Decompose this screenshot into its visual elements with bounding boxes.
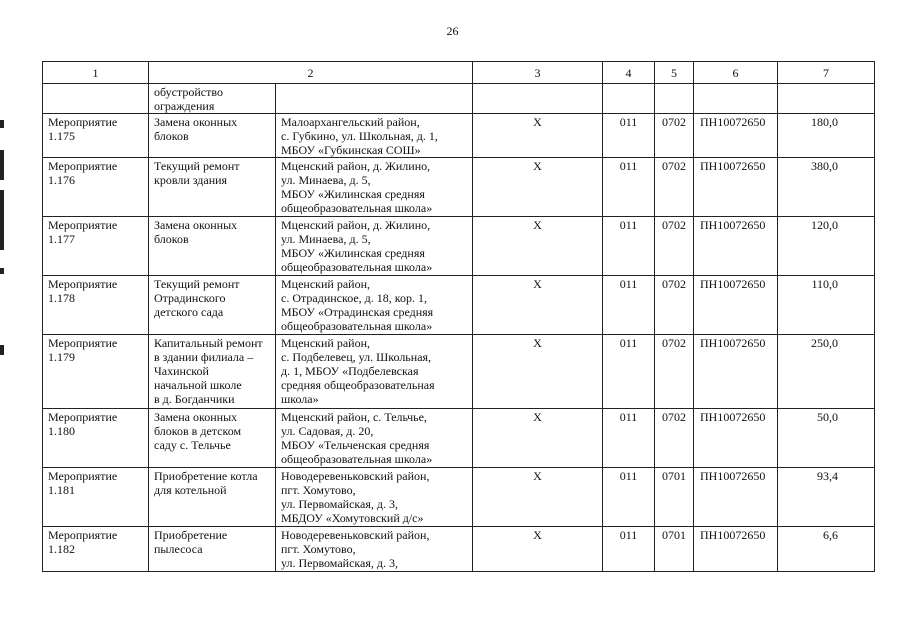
scan-mark bbox=[0, 120, 4, 128]
name-cell: Замена оконных блоков bbox=[149, 217, 276, 276]
target-cell: ПН10072650 bbox=[694, 527, 778, 572]
table-body bbox=[43, 62, 875, 572]
event-cell: Мероприятие 1.176 bbox=[43, 158, 149, 217]
section-cell: 0701 bbox=[655, 527, 694, 572]
target-cell: ПН10072650 bbox=[694, 409, 778, 468]
sum-cell: 110,0 bbox=[778, 276, 875, 335]
admin-cell: 011 bbox=[603, 158, 655, 217]
sum-cell: 93,4 bbox=[778, 468, 875, 527]
table-row bbox=[43, 468, 875, 527]
sum-cell bbox=[778, 84, 875, 114]
event-cell bbox=[43, 84, 149, 114]
location-cell bbox=[276, 84, 473, 114]
location-cell: Мценский район, с. Тельчье, ул. Садовая, д. 20, МБОУ «Тельченская средняя общеобразовательная школа» bbox=[276, 409, 473, 468]
sum-cell: 250,0 bbox=[778, 335, 875, 409]
location-cell: Новодеревеньковский район, пгт. Хомутово, ул. Первомайская, д. 3, bbox=[276, 527, 473, 572]
table-row bbox=[43, 335, 875, 409]
table-row bbox=[43, 409, 875, 468]
scan-mark bbox=[0, 190, 4, 250]
event-cell: Мероприятие 1.175 bbox=[43, 114, 149, 158]
sum-cell: 6,6 bbox=[778, 527, 875, 572]
target-cell: ПН10072650 bbox=[694, 276, 778, 335]
section-cell bbox=[655, 84, 694, 114]
event-cell: Мероприятие 1.179 bbox=[43, 335, 149, 409]
admin-cell bbox=[603, 84, 655, 114]
table-header-row bbox=[43, 62, 875, 84]
table-row bbox=[43, 217, 875, 276]
code-cell: Х bbox=[473, 468, 603, 527]
event-cell: Мероприятие 1.182 bbox=[43, 527, 149, 572]
target-cell: ПН10072650 bbox=[694, 468, 778, 527]
target-cell bbox=[694, 84, 778, 114]
table-row bbox=[43, 84, 875, 114]
code-cell: Х bbox=[473, 158, 603, 217]
code-cell: Х bbox=[473, 335, 603, 409]
target-cell: ПН10072650 bbox=[694, 158, 778, 217]
admin-cell: 011 bbox=[603, 527, 655, 572]
sum-cell: 50,0 bbox=[778, 409, 875, 468]
event-cell: Мероприятие 1.180 bbox=[43, 409, 149, 468]
table-row bbox=[43, 276, 875, 335]
code-cell bbox=[473, 84, 603, 114]
location-cell: Новодеревеньковский район, пгт. Хомутово, ул. Первомайская, д. 3, МБДОУ «Хомутовский д/с» bbox=[276, 468, 473, 527]
name-cell: Текущий ремонт кровли здания bbox=[149, 158, 276, 217]
section-cell: 0702 bbox=[655, 158, 694, 217]
code-cell: Х bbox=[473, 276, 603, 335]
target-cell: ПН10072650 bbox=[694, 114, 778, 158]
code-cell: Х bbox=[473, 527, 603, 572]
target-cell: ПН10072650 bbox=[694, 335, 778, 409]
section-cell: 0702 bbox=[655, 217, 694, 276]
code-cell: Х bbox=[473, 409, 603, 468]
event-cell: Мероприятие 1.177 bbox=[43, 217, 149, 276]
page-number: 26 bbox=[446, 24, 459, 38]
column-header: 5 bbox=[655, 62, 694, 84]
name-cell: Капитальный ремонт в здании филиала – Чахинской начальной школе в д. Богданчики bbox=[149, 335, 276, 409]
column-header: 1 bbox=[43, 62, 149, 84]
section-cell: 0702 bbox=[655, 276, 694, 335]
event-cell: Мероприятие 1.181 bbox=[43, 468, 149, 527]
code-cell: Х bbox=[473, 217, 603, 276]
name-cell: Замена оконных блоков bbox=[149, 114, 276, 158]
column-header: 2 bbox=[149, 62, 473, 84]
name-cell: обустройство ограждения bbox=[149, 84, 276, 114]
table-row bbox=[43, 158, 875, 217]
name-cell: Приобретение котла для котельной bbox=[149, 468, 276, 527]
admin-cell: 011 bbox=[603, 276, 655, 335]
admin-cell: 011 bbox=[603, 468, 655, 527]
target-cell: ПН10072650 bbox=[694, 217, 778, 276]
column-header: 6 bbox=[694, 62, 778, 84]
location-cell: Малоархангельский район, с. Губкино, ул. Школьная, д. 1, МБОУ «Губкинская СОШ» bbox=[276, 114, 473, 158]
code-cell: Х bbox=[473, 114, 603, 158]
section-cell: 0701 bbox=[655, 468, 694, 527]
scan-mark bbox=[0, 150, 4, 180]
column-header: 7 bbox=[778, 62, 875, 84]
location-cell: Мценский район, д. Жилино, ул. Минаева, д. 5, МБОУ «Жилинская средняя общеобразовательная школа» bbox=[276, 158, 473, 217]
admin-cell: 011 bbox=[603, 335, 655, 409]
sum-cell: 120,0 bbox=[778, 217, 875, 276]
admin-cell: 011 bbox=[603, 409, 655, 468]
location-cell: Мценский район, с. Подбелевец, ул. Школьная, д. 1, МБОУ «Подбелевская средняя общеобразовательная школа» bbox=[276, 335, 473, 409]
name-cell: Приобретение пылесоса bbox=[149, 527, 276, 572]
name-cell: Замена оконных блоков в детском саду с. Тельчье bbox=[149, 409, 276, 468]
scan-mark bbox=[0, 345, 4, 355]
table-row bbox=[43, 114, 875, 158]
table-row bbox=[43, 527, 875, 572]
scan-mark bbox=[0, 268, 4, 274]
event-cell: Мероприятие 1.178 bbox=[43, 276, 149, 335]
sum-cell: 180,0 bbox=[778, 114, 875, 158]
column-header: 3 bbox=[473, 62, 603, 84]
sum-cell: 380,0 bbox=[778, 158, 875, 217]
column-header: 4 bbox=[603, 62, 655, 84]
section-cell: 0702 bbox=[655, 114, 694, 158]
admin-cell: 011 bbox=[603, 217, 655, 276]
name-cell: Текущий ремонт Отрадинского детского сада bbox=[149, 276, 276, 335]
location-cell: Мценский район, с. Отрадинское, д. 18, кор. 1, МБОУ «Отрадинская средняя общеобразовательная школа» bbox=[276, 276, 473, 335]
section-cell: 0702 bbox=[655, 335, 694, 409]
admin-cell: 011 bbox=[603, 114, 655, 158]
location-cell: Мценский район, д. Жилино, ул. Минаева, д. 5, МБОУ «Жилинская средняя общеобразовательная школа» bbox=[276, 217, 473, 276]
section-cell: 0702 bbox=[655, 409, 694, 468]
budget-table bbox=[42, 61, 875, 572]
